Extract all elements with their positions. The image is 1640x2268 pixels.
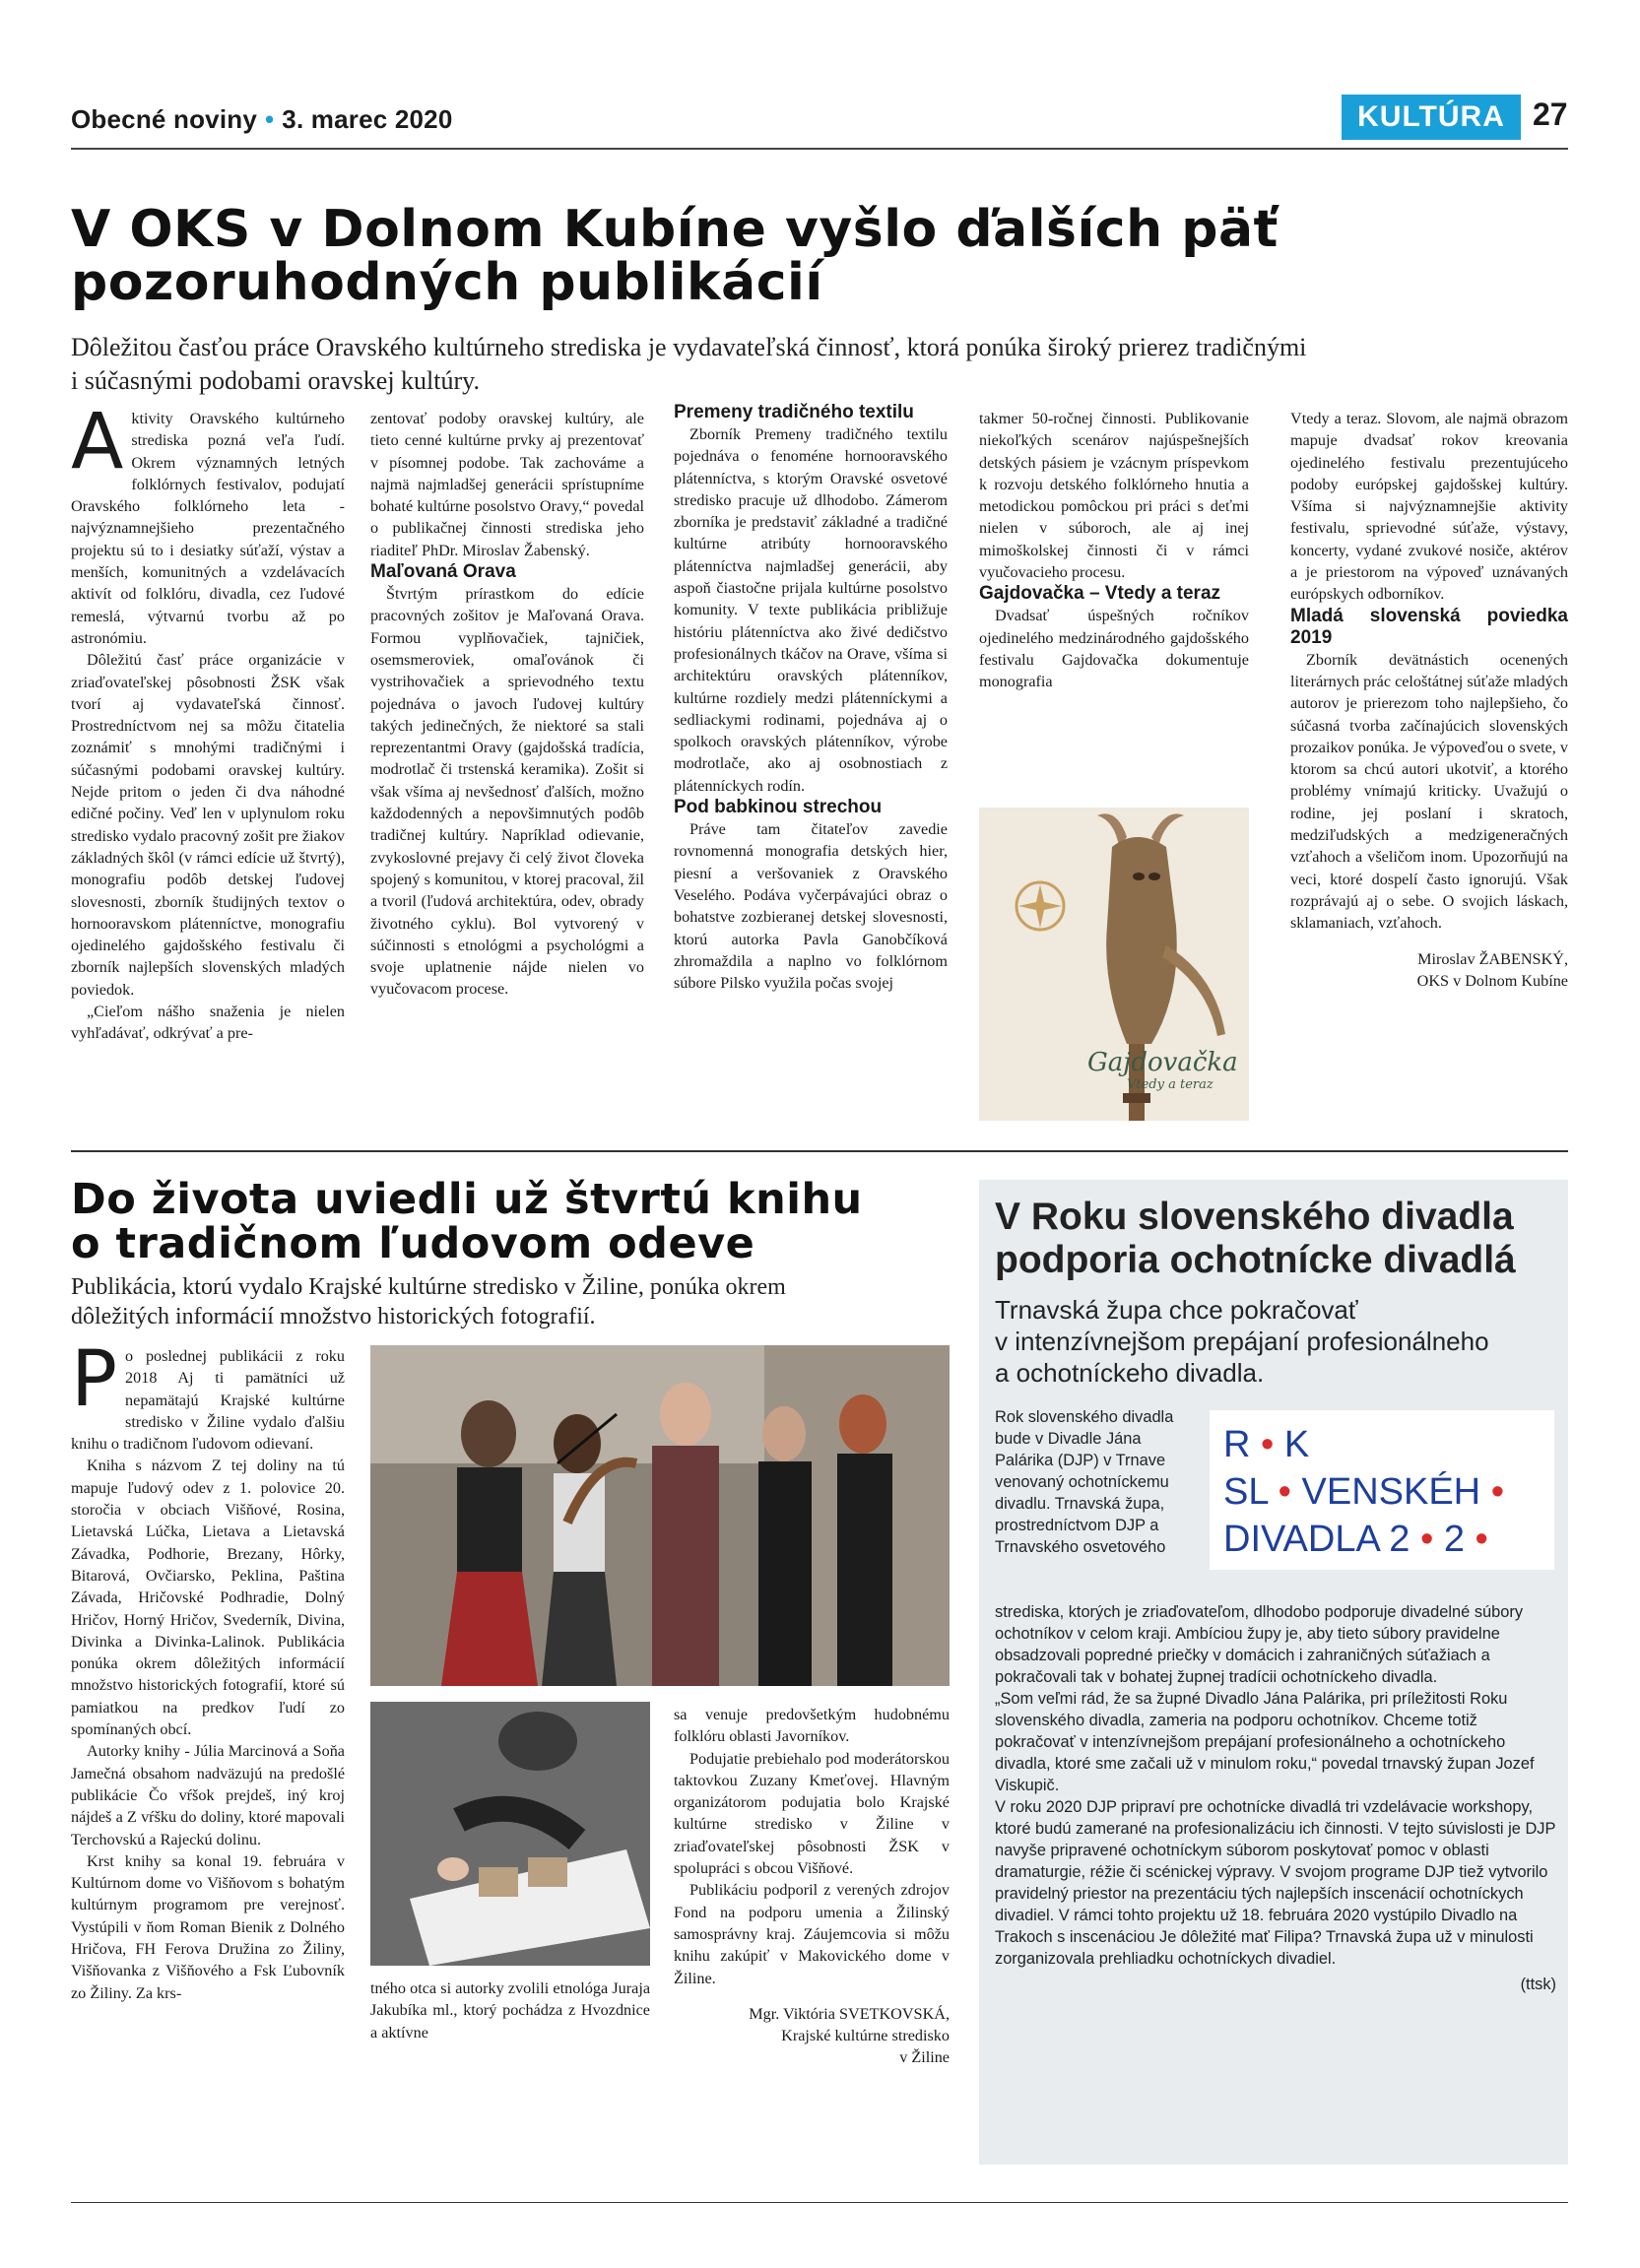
paragraph: Dvadsať úspešných ročníkov ojedinelého medzinárodného gajdošského festivalu Gajdovačka dokumentuje monografia	[979, 607, 1249, 691]
header-rule	[71, 148, 1568, 150]
author-name: Miroslav ŽABENSKÝ,	[1417, 949, 1568, 968]
dropcap: A	[71, 398, 124, 486]
paragraph: „Cieľom nášho snaženia je nielen vyhľadávať, odkrývať a pre-	[71, 1003, 345, 1043]
author-organization: Krajské kultúrne stredisko	[781, 2027, 950, 2045]
sidebar-body	[995, 1601, 1556, 1995]
author-name: Mgr. Viktória SVETKOVSKÁ,	[749, 2004, 950, 2023]
article2-lead-line1: Publikácia, ktorú vydalo Krajské kultúrne stredisko v Žiline, ponúka okrem	[71, 1274, 786, 1300]
paragraph: Vtedy a teraz. Slovom, ale najmä obrazom mapuje dvadsať rokov kreovania ojedinelého festivalu prezentujúceho podoby európskej gajdošskej kultúry. Všíma si najvýznamnejšie aktivity festivalu, sprievodné súťaže, výstavy, koncerty, vydané zvukové nosiče, aktérov a je priestorom na výpoveď uznávaných európskych odborníkov.	[1290, 410, 1568, 604]
book-cover-subtitle: Vtedy a teraz	[1127, 1077, 1214, 1092]
logo-line1: R • K	[1223, 1424, 1310, 1465]
sidebar-lead	[995, 1294, 1556, 1389]
paragraph: zentovať podoby oravskej kultúry, ale tieto cenné kultúrne prvky aj prezentovať v písomnej podobe. Tak zachováme a najmä najmladšej generácii sprístupníme bohaté kultúrne posolstvo Oravy,“ povedal o publikačnej činnosti strediska jeho riaditeľ PhDr. Miroslav Žabenský.	[370, 410, 644, 559]
logo-line2: SL • VENSKÉH •	[1223, 1471, 1505, 1513]
article1-title-line1: V OKS v Dolnom Kubíne vyšlo ďalších päť	[71, 200, 1279, 259]
year-of-theatre-logo	[1210, 1410, 1554, 1570]
subheading: Maľovaná Orava	[370, 561, 516, 583]
article2-column-3	[674, 1704, 950, 2069]
article1-column-2	[370, 408, 644, 1001]
paragraph: o poslednej publikácii z roku 2018 Aj ti pamätníci už nepamätajú Krajské kultúrne stredisko v Žiline vydalo ďalšiu knihu o tradičnom ľudovom odievaní.	[71, 1347, 345, 1454]
article1-lead-line1: Dôležitou časťou práce Oravského kultúrneho strediska je vydavateľská činnosť, ktorá ponúka široký prierez tradičnými	[71, 333, 1307, 361]
book-cover-title: Gajdovačka	[1087, 1048, 1238, 1077]
book-launch-illustration	[370, 1345, 950, 1686]
book-launch-photo	[370, 1345, 950, 1686]
section-tag: KULTÚRA	[1342, 95, 1521, 140]
sidebar-title	[995, 1196, 1556, 1282]
article2-column-1	[71, 1335, 345, 2004]
sidebar-intro: Rok slovenského divadla bude v Divadle Jána Palárika (DJP) v Trnave venovaný ochotníckemu divadlu. Trnavská župa, prostredníctvom DJP a Trnavského osvetového	[995, 1408, 1174, 1556]
subheading: Pod babkinou strechou	[674, 797, 883, 818]
publication-name: Obecné noviny	[71, 104, 257, 134]
article2-title-line1: Do života uviedli už štvrtú knihu	[71, 1175, 863, 1224]
signing-photo	[370, 1702, 650, 1966]
subheading: Mladá slovenská poviedka 2019	[1290, 605, 1568, 648]
sidebar-signature: (ttsk)	[1520, 1976, 1556, 1993]
article1-column-4	[979, 408, 1249, 693]
signing-illustration	[370, 1702, 650, 1966]
page-number: 27	[1533, 97, 1568, 132]
dropcap: P	[71, 1335, 118, 1424]
paragraph: Podujatie prebiehalo pod moderátorskou taktovkou Zuzany Kmeťovej. Hlavným organizátorom podujatia bolo Krajské kultúrne stredisko v Žiline v zriaďovateľskej pôsobnosti ŽSK v spolupráci s obcou Višňové.	[674, 1749, 950, 1878]
paragraph: Zborník devätnástich ocenených literárnych prác celoštátnej súťaže mladých autorov je prierezom toho najlepšieho, čo súčasná tvorba začínajúcich slovenských prozaikov ponúka. Je výpoveďou o svete, v ktorom sa chcú autori ukotviť, a ktorého problémy vnímajú kriticky. Uvažujú o rodine, jej poslaní i skratoch, medziľudských a medzigeneračných vzťahoch a všeličom inom. Upozorňujú na veci, ktoré dospelí často ignorujú. Však rozprávajú aj o sebe. O svojich láskach, sklamaniach, vzťahoch.	[1290, 650, 1568, 933]
issue-date: 3. marec 2020	[282, 104, 453, 134]
article2-lead	[71, 1272, 957, 1331]
article1-title-line2: pozoruhodných publikácií	[71, 253, 823, 313]
separator-dot: •	[264, 104, 275, 134]
paragraph: Autorky knihy - Júlia Marcinová a Soňa Jamečná obsahom nadväzujú na predošlé publikácie Čo vŕšok prejdeš, iný kroj nájdeš a Z vŕšku do doliny, ktoré mapovali Terchovskú a Rajeckú dolinu.	[71, 1742, 345, 1848]
article1-lead-line2: i súčasnými podobami oravskej kultúry.	[71, 366, 480, 395]
paragraph: takmer 50-ročnej činnosti. Publikovanie niekoľkých scenárov najúspešnejších detských pásiem je vzácnym príspevkom k rozvoju detského folklórneho hnutia a metodickou pomôckou pri práci s deťmi nielen v súboroch, ale aj inej mimoškolskej činnosti či v rámci vyučovacieho procesu.	[979, 410, 1249, 582]
footer-rule	[71, 2202, 1568, 2203]
paragraph: Dôležitú časť práce organizácie v zriaďovateľskej pôsobnosti ŽSK však tvorí aj vydavateľská činnosť. Prostredníctvom nej sa môžu čitatelia zoznámiť s mnohými tradičnými i súčasnými podobami oravskej kultúry. Nejde pritom o jeden či dva náhodné edičné počiny. Veď len v uplynulom roku stredisko vydalo pracovný zošit pre žiakov základných škôl (v rámci edície už štvrtý), monografiu podôb detskej ľudovej slovesnosti, zborník študijných textov o hornooravskom plátenníctve, monografiu ojedinelého gajdošského festivalu či zborník najlepších slovenských mladých poviedok.	[71, 651, 345, 999]
paragraph: strediska, ktorých je zriaďovateľom, dlhodobo podporuje divadelné súbory ochotníkov v celom kraji. Ambíciou župy je, aby tieto súbory pravidelne obsadzovali popredné priečky v domácich i zahraničných súťažiach a pokračovali tak v bohatej župnej tradícii ochotníckeho divadla.	[995, 1603, 1524, 1686]
article2-title-line2: o tradičnom ľudovom odeve	[71, 1218, 755, 1268]
sidebar-title-line2: podporia ochotnícke divadlá	[995, 1239, 1516, 1281]
paragraph: Publikáciu podporil z verených zdrojov Fond na podporu umenia a Žilinský samosprávny kraj. Záujemcovia si môžu knihu zakúpiť v Makovického dome v Žiline.	[674, 1881, 950, 1987]
paragraph: sa venuje predovšetkým hudobnému folklóru oblasti Javorníkov.	[674, 1706, 950, 1746]
paragraph: ktivity Oravského kultúrneho strediska pozná veľa ľudí. Okrem významných letných folklórnych festivalov, podujatí Oravského folklórneho leta - najvýznamnejšieho prezentačného projektu sú to i desiatky súťaží, výstav a menších, komunitných a vzdelávacích aktivít od folklóru, divadla, cez ľudové remeslá, výtvarnú tvorbu až po astronómiu.	[71, 410, 345, 647]
paragraph: Kniha s názvom Z tej doliny na tú mapuje ľudový odev z 1. polovice 20. storočia v obciach Višňové, Rosina, Lietavská Lúčka, Lietava a Lietavská Závadka, Podhorie, Brezany, Hôrky, Bitarová, Ovčiarsko, Peklina, Paština Závada, Hričovské Podhradie, Dolný Hričov, Horný Hričov, Svederník, Divina, Divinka a Divinka-Lalinok. Publikácia ponúka okrem dôležitých informácií množstvo historických fotografií, ktoré sú pamiatkou na predkov ľudí zo spomínaných obcí.	[71, 1457, 345, 1739]
paragraph: Krst knihy sa konal 19. februára v Kultúrnom dome vo Višňovom s bohatým kultúrnym programom pre verejnosť. Vystúpili v ňom Roman Bienik z Dolného Hričova, FH Ferova Družina zo Žiliny, Višňovanka z Višňového a Fsk Ľubovník zo Žiliny. Za krs-	[71, 1851, 345, 2002]
article1-column-5	[1290, 408, 1568, 992]
book-cover-image	[979, 808, 1249, 1121]
article2-lead-line2: dôležitých informácií množstvo historických fotografií.	[71, 1304, 596, 1329]
paragraph: Zborník Premeny tradičného textilu pojednáva o fenoméne hornooravského plátenníctva, s ktorým Oravské osvetové stredisko pracuje už dlhodobo. Zámerom zborníka je predstaviť základné a tradičné kultúrne atribúty hornooravského plátenníctva najmladšej generácii, aby aspoň čiastočne prijala kultúrne posolstvo komunity. V texte publikácia približuje históriu plátenníctva ako živé dedičstvo profesionálnych tkáčov na Orave, všíma si architektúru oravských plátenníkov, kultúrne rozdiely medzi plátenníckymi a sedliackymi rodinami, pojednáva aj o spolkoch oravských plátenníkov, výrobe modrotlače, ako aj osobnostiach z plátenníckych rodín.	[674, 425, 948, 795]
sidebar-lead-line3: a ochotníckeho divadla.	[995, 1358, 1265, 1388]
article2-title	[71, 1175, 863, 1268]
subheading: Gajdovačka – Vtedy a teraz	[979, 583, 1221, 605]
sidebar-lead-line1: Trnavská župa chce pokračovať	[995, 1295, 1358, 1325]
paragraph: tného otca si autorky zvolili etnológa Juraja Jakubíka ml., ktorý pochádza z Hvozdnice a aktívne	[370, 1979, 650, 2041]
author-organization: v Žiline	[899, 2048, 950, 2067]
article1-column-3	[674, 402, 948, 994]
paragraph: Práve tam čitateľov zavedie rovnomenná monografia detských hier, piesní a veršovaniek z Oravského Veselého. Podáva vyčerpávajúci obraz o bohatstve zozbieranej detskej slovesnosti, ktorú autorka Pavla Ganobčíková zhromaždila a naplno vo folklórnom súbore Pilsko využila počas svojej	[674, 820, 948, 993]
paragraph: Štvrtým prírastkom do edície pracovných zošitov je Maľovaná Orava. Formou vyplňovačiek, tajničiek, osemsmeroviek, omaľovánok či vystrihovačiek a sprievodného textu pojednáva o javoch ľudovej kultúry takých jedinečných, že niektoré sa stali reprezentantmi Oravy (gajdošská tradícia, modrotlač či trstenská keramika). Zošit si však všíma aj nevšednosť ďalších, možno každodenných a nepovšimnutých podôb tradičnej kultúry. Napríklad odievanie, zvykoslovné prejavy či celý život človeka spojený s komunitou, v ktorej pracoval, žil a tvoril (ľudová architektúra, odev, obrady životného cyklu). Bol vytvorený v súčinnosti s etnológmi a psychológmi a svoje uplatnenie nájde nielen vo vyučovacom procese.	[370, 585, 644, 999]
section-divider	[71, 1150, 1568, 1152]
logo-line3: DIVADLA 2 • 2 •	[1223, 1519, 1488, 1560]
article1-title	[71, 200, 1279, 313]
sidebar-lead-line2: v intenzívnejšom prepájaní profesionálneho	[995, 1327, 1489, 1356]
author-organization: OKS v Dolnom Kubíne	[1416, 971, 1568, 990]
sidebar-title-line1: V Roku slovenského divadla	[995, 1196, 1514, 1238]
article1-lead	[71, 331, 1568, 398]
article1-column-1	[71, 398, 345, 1045]
masthead	[71, 104, 452, 135]
subheading: Premeny tradičného textilu	[674, 402, 914, 422]
paragraph: V roku 2020 DJP pripraví pre ochotnícke divadlá tri vzdelávacie workshopy, ktoré budú zamerané na profesionalizáciu ich činnosti. V tejto súvislosti je DJP navyše pripravené ochotníckym súborom poskytovať pomoc v oblasti dramaturgie, réžie či scénickej výpravy. V svojom programe DJP tiež vytvorilo pravidelný priestor na prezentáciu tých najlepších inscenácií ochotníckych divadiel. V rámci tohto projektu už 18. februára 2020 vystúpilo Divadlo na Trakoch s inscenáciou Je dôležité mať Filipa? Trnavská župa už v minulosti zorganizovala prehliadku ochotníckych divadiel.	[995, 1798, 1556, 1968]
article2-column-2	[370, 1977, 650, 2043]
paragraph: „Som veľmi rád, že sa župné Divadlo Jána Palárika, pri príležitosti Roku slovenského divadla, zameria na podporu ochotníkov. Chceme totiž pokračovať v intenzívnejšom prepájaní profesionálneho a ochotníckeho divadla, ktoré sme začali už v minulom roku,“ povedal trnavský župan Jozef Viskupič.	[995, 1690, 1535, 1794]
